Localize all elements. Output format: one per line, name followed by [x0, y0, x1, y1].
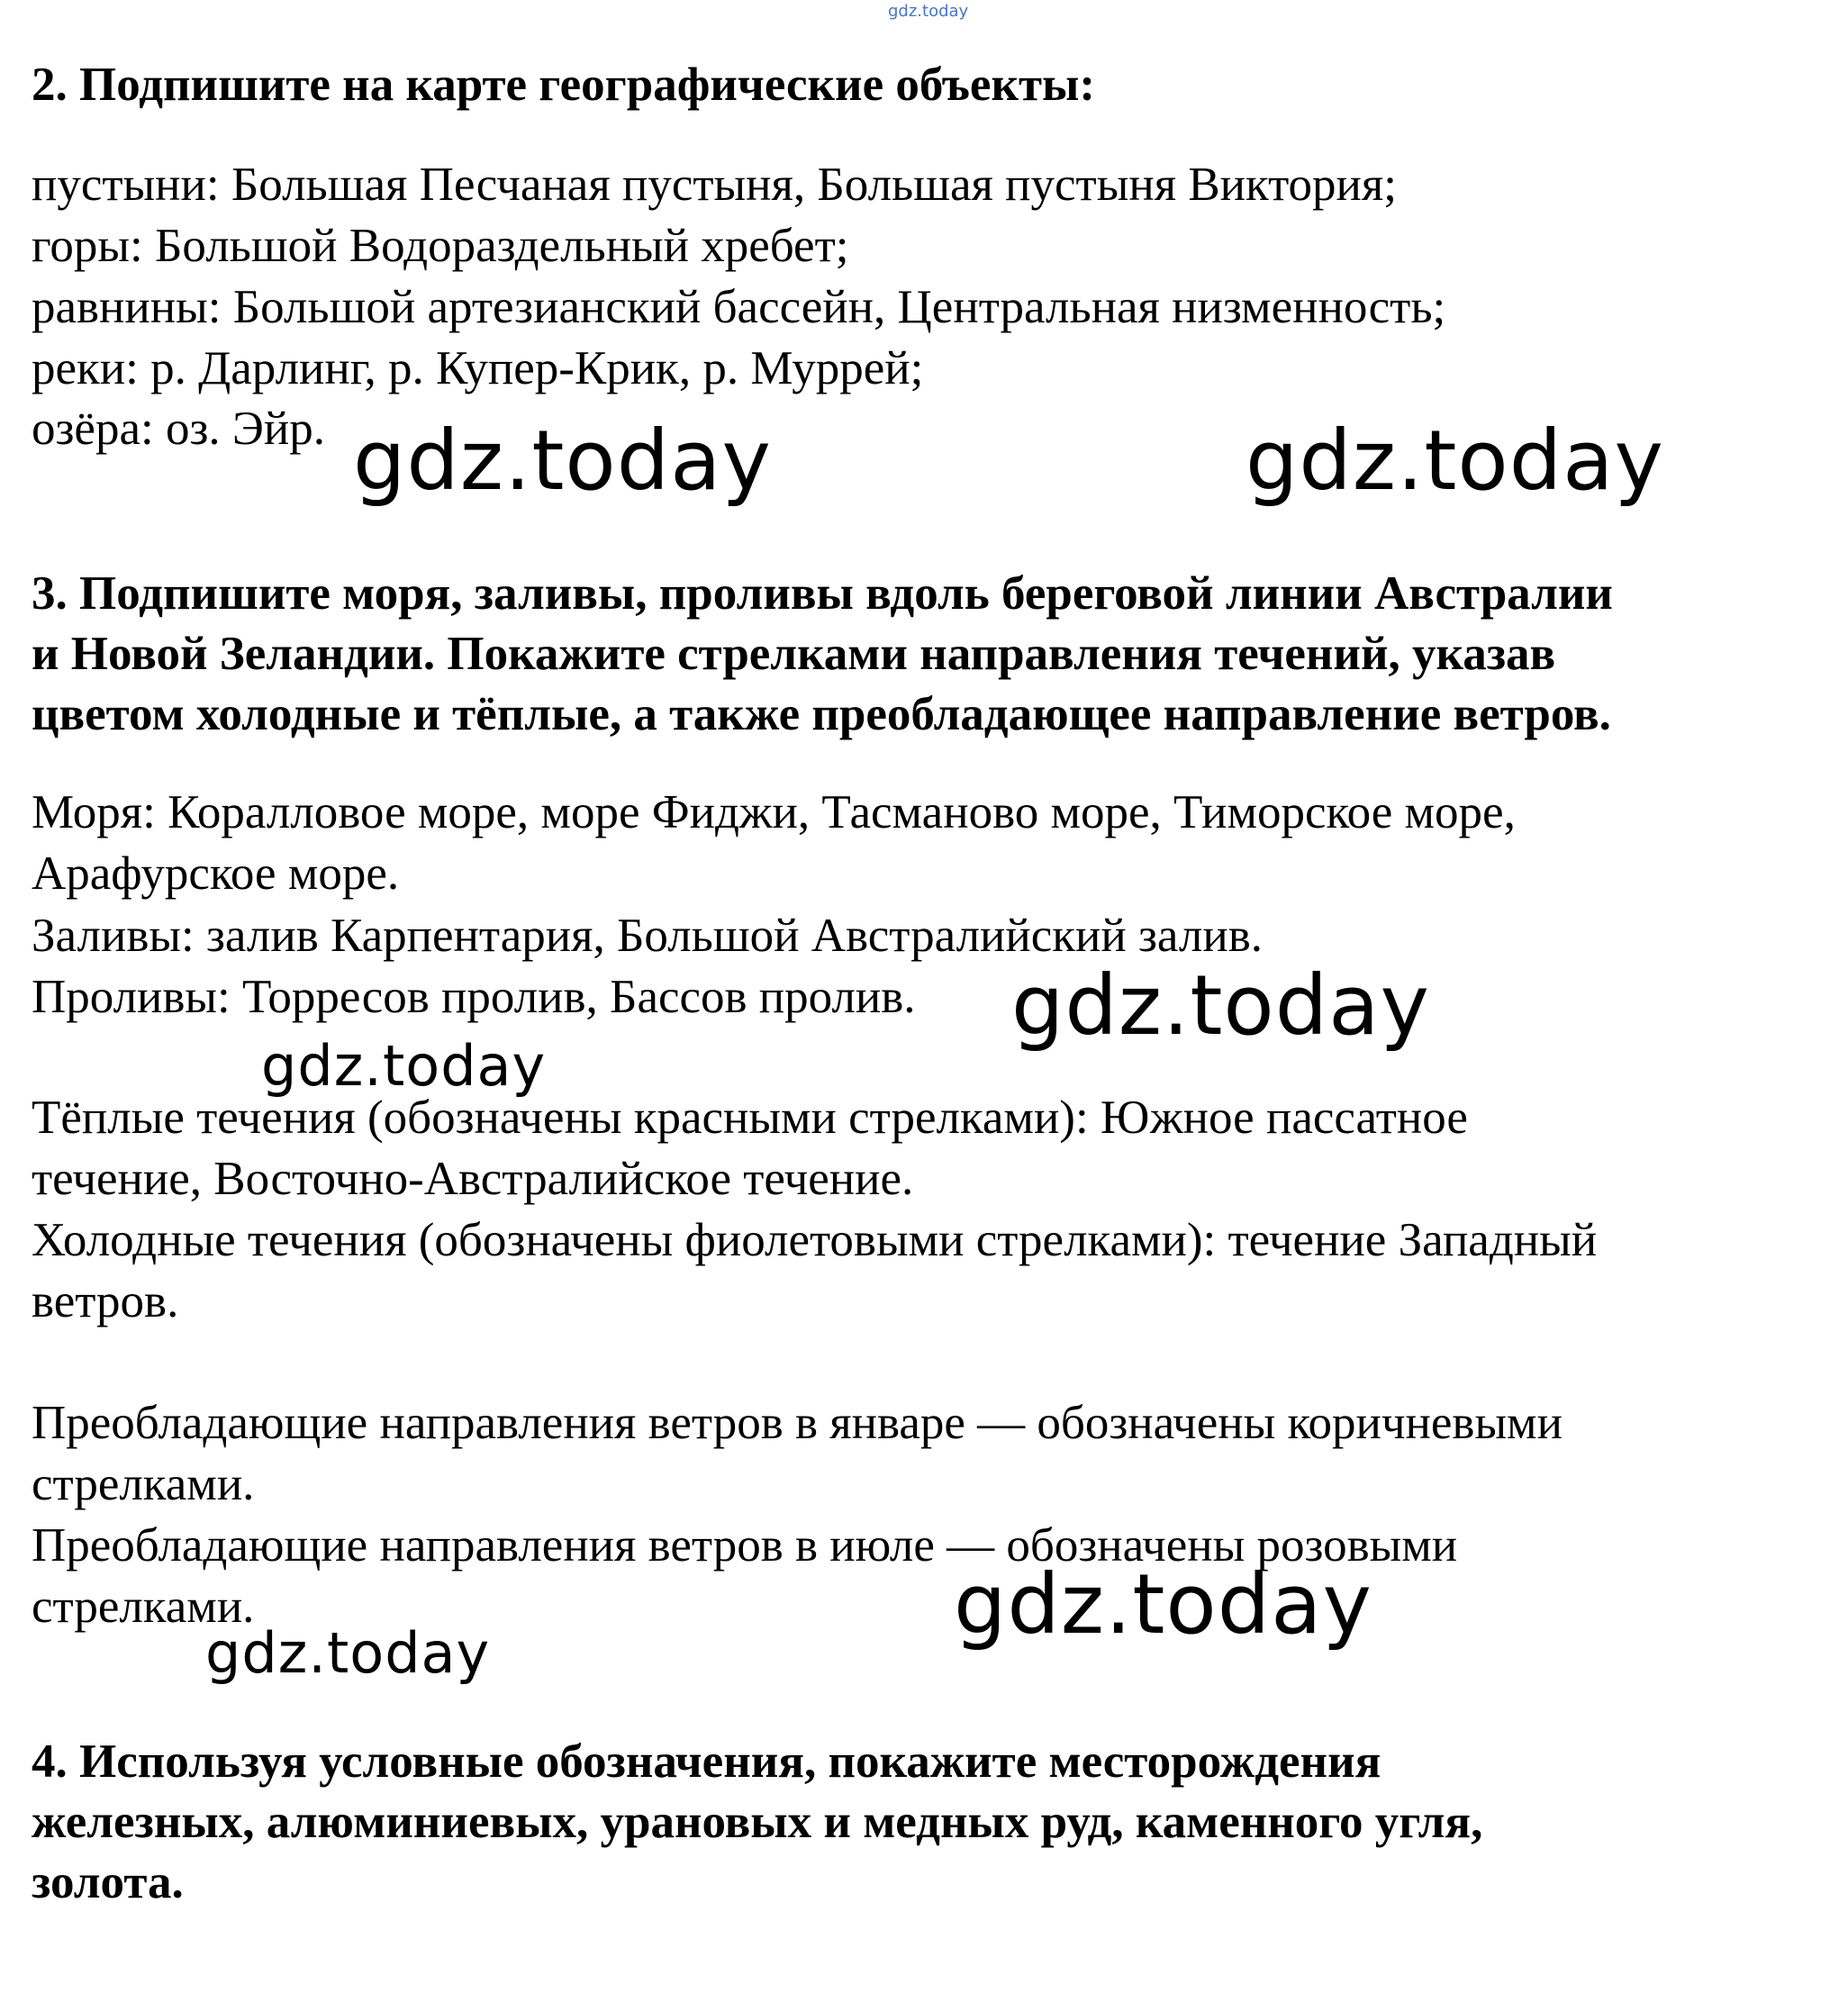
task3-line-winds-january-cont: стрелками.: [32, 1458, 255, 1510]
watermark: gdz.today: [954, 1556, 1372, 1653]
task2-line-rivers: реки: р. Дарлинг, р. Купер-Крик, р. Муррей;: [32, 342, 924, 394]
task3-line-seas-cont: Арафурское море.: [32, 847, 400, 900]
task3-line-warm-currents-cont: течение, Восточно-Австралийское течение.: [32, 1153, 914, 1205]
task3-line-winds-july-cont: стрелками.: [32, 1581, 255, 1633]
task4-heading-line-2: железных, алюминиевых, урановых и медных руд, каменного угля,: [32, 1796, 1483, 1848]
task3-line-cold-currents-cont: ветров.: [32, 1275, 179, 1327]
task2-line-plains: равнины: Большой артезианский бассейн, Центральная низменность;: [32, 281, 1446, 333]
task3-line-straits: Проливы: Торресов пролив, Бассов пролив.: [32, 971, 916, 1023]
task2-heading: 2. Подпишите на карте географические объекты:: [32, 59, 1096, 111]
task3-line-winds-july: Преобладающие направления ветров в июле — обозначены розовыми: [32, 1519, 1458, 1572]
task3-heading-line-2: и Новой Зеландии. Покажите стрелками направления течений, указав: [32, 628, 1556, 680]
top-watermark: gdz.today: [888, 2, 969, 21]
task4-heading-line-1: 4. Используя условные обозначения, покажите месторождения: [32, 1735, 1381, 1788]
watermark: gdz.today: [261, 1033, 547, 1099]
task2-line-lakes: озёра: оз. Эйр.: [32, 403, 325, 455]
task3-line-warm-currents: Тёплые течения (обозначены красными стрелками): Южное пассатное: [32, 1092, 1468, 1144]
watermark: gdz.today: [353, 412, 772, 509]
watermark: gdz.today: [1011, 957, 1430, 1054]
task3-line-cold-currents: Холодные течения (обозначены фиолетовыми стрелками): течение Западный: [32, 1214, 1598, 1266]
task4-heading-line-3: золота.: [32, 1856, 184, 1908]
watermark: gdz.today: [205, 1620, 491, 1686]
task2-line-deserts: пустыни: Большая Песчаная пустыня, Большая пустыня Виктория;: [32, 159, 1398, 211]
task3-heading-line-1: 3. Подпишите моря, заливы, проливы вдоль береговой линии Австралии: [32, 567, 1613, 620]
task3-line-gulfs: Заливы: залив Карпентария, Большой Австралийский залив.: [32, 910, 1264, 962]
watermark: gdz.today: [1246, 412, 1664, 509]
task3-line-winds-january: Преобладающие направления ветров в январе — обозначены коричневыми: [32, 1397, 1563, 1449]
task3-heading-line-3: цветом холодные и тёплые, а также преобладающее направление ветров.: [32, 688, 1611, 740]
task2-line-mountains: горы: Большой Водораздельный хребет;: [32, 220, 849, 272]
task3-line-seas: Моря: Коралловое море, море Фиджи, Тасманово море, Тиморское море,: [32, 786, 1516, 838]
